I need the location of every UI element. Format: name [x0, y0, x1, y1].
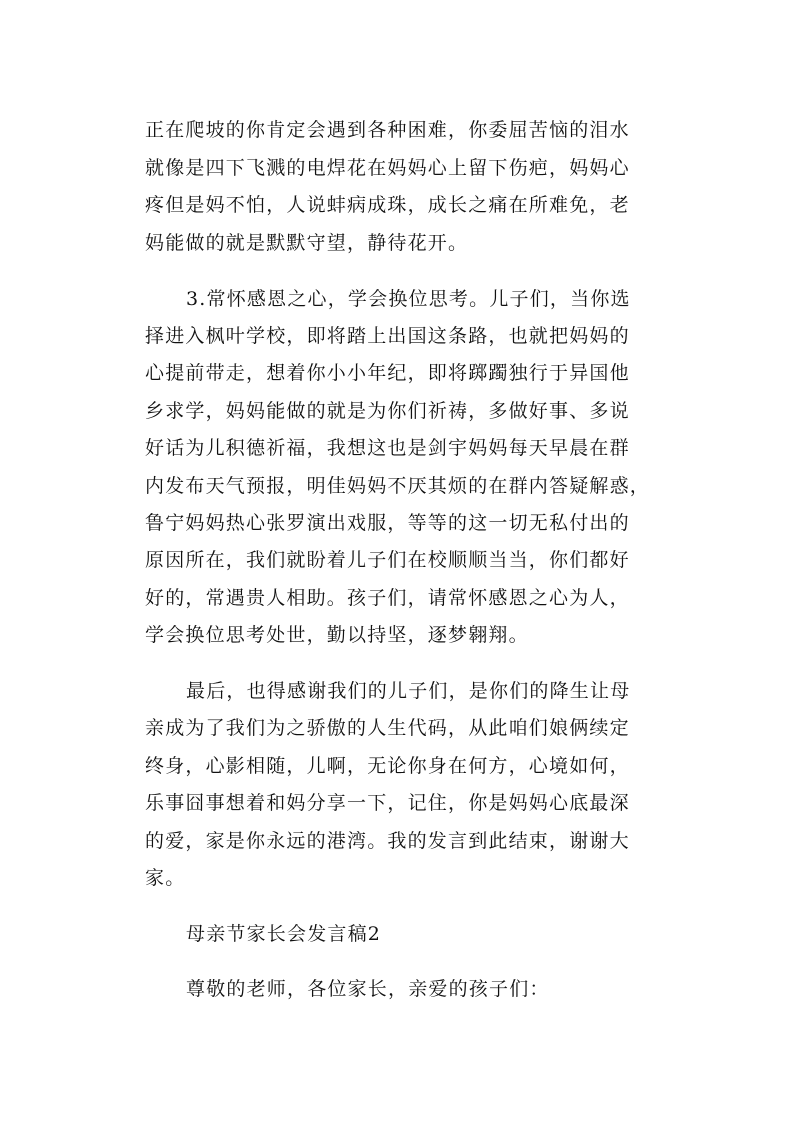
text-line: 正在爬坡的你肯定会遇到各种困难，你委屈苦恼的泪水 [145, 119, 630, 141]
text-line: 乡求学，妈妈能做的就是为你们祈祷，多做好事、多说 [145, 400, 630, 422]
text-line: 终身，心影相随，儿啊，无论你身在何方，心境如何， [145, 755, 630, 777]
text-line: 内发布天气预报，明佳妈妈不厌其烦的在群内答疑解惑， [145, 475, 651, 497]
text-line: 好的，常遇贵人相助。孩子们，请常怀感恩之心为人， [145, 587, 630, 609]
text-line: 乐事囧事想着和妈分享一下，记住，你是妈妈心底最深 [145, 792, 630, 814]
text-line: 鲁宁妈妈热心张罗演出戏服，等等的这一切无私付出的 [145, 512, 630, 534]
text-line: 亲成为了我们为之骄傲的人生代码，从此咱们娘俩续定 [145, 717, 630, 739]
salutation: 尊敬的老师，各位家长，亲爱的孩子们： [186, 978, 550, 1000]
text-line: 学会换位思考处世，勤以持坚，逐梦翱翔。 [145, 624, 529, 646]
text-line: 最后，也得感谢我们的儿子们，是你们的降生让母 [186, 680, 631, 702]
section-title: 母亲节家长会发言稿2 [186, 923, 382, 945]
text-line: 就像是四下飞溅的电焊花在妈妈心上留下伤疤，妈妈心 [145, 157, 630, 179]
text-line: 心提前带走，想着你小小年纪，即将踯躅独行于异国他 [145, 362, 630, 384]
text-line: 妈能做的就是默默守望，静待花开。 [145, 232, 469, 254]
text-line: 家。 [145, 867, 186, 889]
text-line: 原因所在，我们就盼着儿子们在校顺顺当当，你们都好 [145, 549, 630, 571]
text-line: 的爱，家是你永远的港湾。我的发言到此结束，谢谢大 [145, 830, 630, 852]
text-line: 好话为儿积德祈福，我想这也是剑宇妈妈每天早晨在群 [145, 437, 630, 459]
text-line: 疼但是妈不怕，人说蚌病成珠，成长之痛在所难免，老 [145, 194, 630, 216]
text-line: 择进入枫叶学校，即将踏上出国这条路，也就把妈妈的 [145, 325, 630, 347]
text-line: 3.常怀感恩之心，学会换位思考。儿子们，当你选 [186, 288, 631, 310]
